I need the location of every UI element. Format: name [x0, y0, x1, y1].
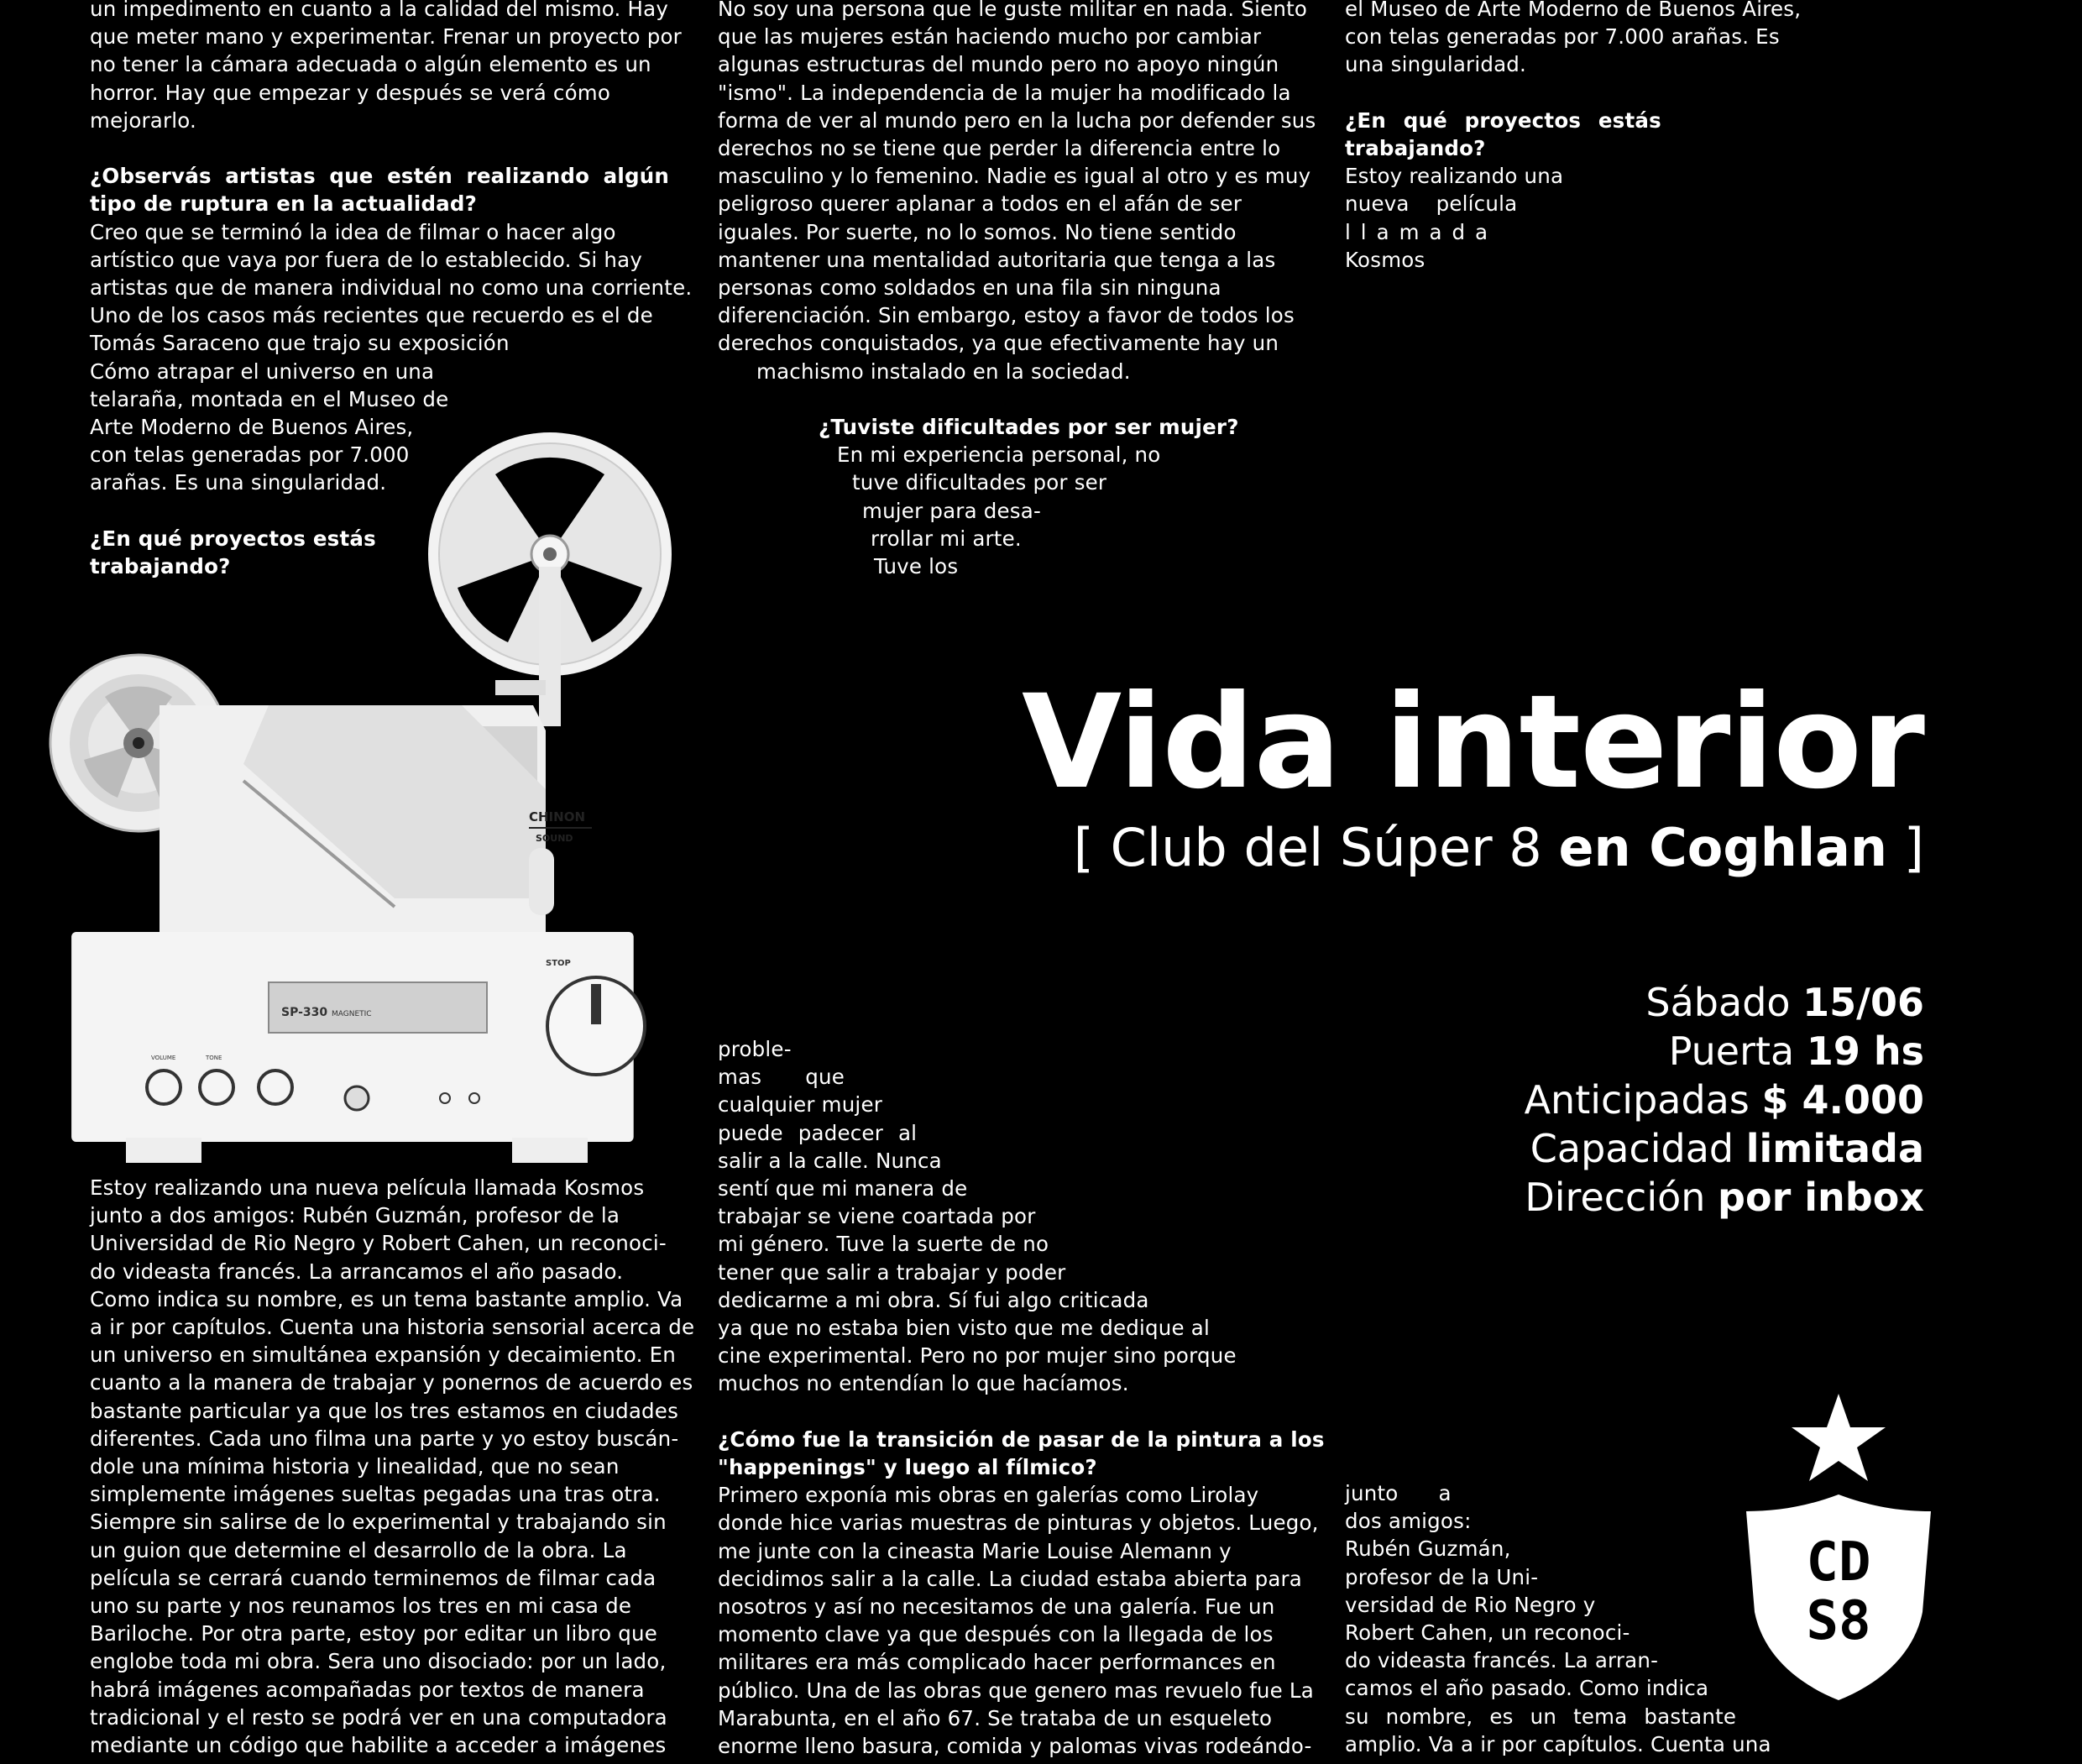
event-info-row [1525, 1027, 1924, 1076]
text-line: trabajando? [90, 554, 231, 579]
text-line: Tomás Saraceno que trajo su exposición [90, 331, 510, 356]
text-line: profesor de la Uni- [1345, 1564, 1539, 1589]
event-info-row [1525, 978, 1924, 1027]
text-line: que las mujeres están haciendo mucho por cambiar [718, 24, 1262, 50]
text-line: telaraña, montada en el Museo de [90, 386, 449, 411]
interview-question: ¿Tuviste dificultades por ser mujer? [819, 415, 1239, 440]
text-line: tradicional y el resto se podrá ver en una computadora [90, 1704, 667, 1730]
text-line: rrollar mi arte. [871, 526, 1022, 551]
text-line: En mi experiencia personal, no [837, 442, 1161, 468]
subtitle-regular: Club del Súper 8 [1110, 817, 1542, 878]
text-line: do videasta francés. La arran- [1345, 1648, 1659, 1673]
text-line: cualquier mujer [718, 1092, 882, 1118]
shaped-paragraph [1345, 1479, 1781, 1758]
article-column-3-top [1345, 0, 1924, 274]
text-line: película se cerrará cuando terminemos de filmar cada [90, 1565, 657, 1590]
text-line: simplemente imágenes sueltas pegadas una tras otra. [90, 1482, 661, 1507]
text-line: Cómo atrapar el universo en una [90, 359, 435, 384]
page-title: Vida interior [1021, 667, 1924, 818]
text-line: Estoy realizando una [1345, 164, 1564, 189]
text-line: No soy una persona que le guste militar en nada. Siento [718, 0, 1308, 21]
info-value: 19 hs [1806, 1029, 1924, 1074]
info-value: por inbox [1718, 1175, 1924, 1220]
star-icon [1792, 1394, 1886, 1481]
text-line: "ismo". La independencia de la mujer ha modificado la [718, 80, 1291, 105]
text-line: el Museo de Arte Moderno de Buenos Aires, [1345, 0, 1802, 21]
info-value: limitada [1745, 1126, 1924, 1171]
text-line: a ir por capítulos. Cuenta una historia sensorial acerca de [90, 1315, 695, 1340]
event-title-block [1021, 667, 1924, 882]
text-line: artistas que de manera individual no como una corriente. [90, 275, 693, 301]
article-column-3-bottom [1345, 1479, 1781, 1758]
text-line: forma de ver al mundo pero en la lucha por defender sus [718, 107, 1316, 133]
info-value: $ 4.000 [1761, 1077, 1924, 1123]
text-line: un universo en simultánea expansión y decaimiento. En [90, 1343, 677, 1368]
text-line: sentí que mi manera de [718, 1176, 968, 1201]
text-line: dole una mínima historia y linealidad, que no sean [90, 1454, 620, 1479]
text-line: iguales. Por suerte, no lo somos. No tiene sentido [718, 219, 1237, 244]
event-info-row [1525, 1124, 1924, 1173]
text-line: junto a [1345, 1481, 1452, 1505]
text-line: tuve dificultades por ser [852, 470, 1107, 495]
close-bracket: ] [1903, 817, 1924, 878]
text-line: Creo que se terminó la idea de filmar o hacer algo [90, 219, 616, 244]
info-label: Capacidad [1530, 1126, 1734, 1171]
article-column-2-top [718, 0, 1316, 580]
text-line: dedicarme a mi obra. Sí fui algo criticada [718, 1287, 1149, 1312]
text-line: nueva película [1345, 191, 1518, 217]
text-line: trabajando? [1345, 136, 1486, 160]
model-suffix-label: MAGNETIC [332, 1010, 372, 1018]
interview-question [1345, 107, 1924, 162]
text-line: momento clave ya que después con la llegada de los [718, 1622, 1274, 1647]
event-subtitle [1022, 814, 1924, 882]
event-info [1525, 978, 1924, 1222]
text-line: arañas. Es una singularidad. [90, 470, 387, 495]
super8-projector-illustration [42, 428, 680, 1167]
text-line: nosotros y así no necesitamos de una galería. Fue un [718, 1594, 1275, 1620]
text-line: Como indica su nombre, es un tema bastante amplio. Va [90, 1286, 683, 1311]
text-line: donde hice varias muestras de pinturas y objetos. Luego, [718, 1510, 1319, 1536]
event-info-row [1525, 1173, 1924, 1222]
stop-label: STOP [546, 959, 571, 968]
text-line: Robert Cahen, un reconoci- [1345, 1620, 1630, 1646]
text-line: público. Una de las obras que genero mas revuelo fue La [718, 1678, 1314, 1703]
text-line: Marabunta, en el año 67. Se trataba de un esqueleto [718, 1705, 1273, 1730]
text-line: ¿En qué proyectos estás [90, 526, 376, 551]
text-line: peligroso querer aplanar a todos en el afán de ser [718, 191, 1242, 217]
paragraph [90, 1174, 695, 1759]
text-line: derechos conquistados, ya que efectivamente hay un [718, 331, 1279, 356]
text-line: con telas generadas por 7.000 arañas. Es [1345, 24, 1780, 50]
text-line: dos amigos: [1345, 1509, 1472, 1534]
text-line: me junte con la cineasta Marie Louise Alemann y [718, 1538, 1232, 1563]
text-line: puede padecer al [718, 1120, 918, 1145]
text-line: decidimos salir a la calle. La ciudad estaba abierta para [718, 1566, 1303, 1591]
info-label: Dirección [1525, 1175, 1706, 1220]
text-line: artístico que vaya por fuera de lo establecido. Si hay [90, 247, 643, 272]
text-line: que meter mano y experimentar. Frenar un proyecto por [90, 24, 682, 50]
shaped-paragraph [718, 413, 1297, 580]
brand-line-2: SOUND [536, 833, 573, 844]
text-line: junto a dos amigos: Rubén Guzmán, profesor de la [90, 1203, 620, 1228]
text-line: habrá imágenes acompañadas por textos de manera [90, 1677, 645, 1702]
text-line: Siempre sin salirse de lo experimental y trabajando sin [90, 1510, 667, 1535]
text-line: mujer para desa- [862, 498, 1042, 523]
event-info-row [1525, 1076, 1924, 1124]
shaped-paragraph [718, 1035, 1297, 1398]
text-line: Arte Moderno de Buenos Aires, [90, 415, 414, 440]
paragraph [718, 1481, 1319, 1760]
text-line: tener que salir a trabajar y poder [718, 1259, 1066, 1285]
paragraph [1345, 162, 1924, 274]
text-line: derechos no se tiene que perder la diferencia entre lo [718, 136, 1281, 161]
logo-letters-bottom: S8 [1806, 1590, 1871, 1652]
text-line: Tuve los [874, 554, 959, 579]
text-line: ¿Cómo fue la transición de pasar de la pintura a los [718, 1426, 1325, 1452]
text-line: diferenciación. Sin embargo, estoy a favor de todos los [718, 303, 1295, 328]
text-line: do videasta francés. La arrancamos el año pasado. [90, 1259, 624, 1284]
text-line: salir a la calle. Nunca [718, 1148, 942, 1173]
text-line: algunas estructuras del mundo pero no apoyo ningún [718, 52, 1279, 77]
article-column-1-bottom [90, 1174, 695, 1759]
tone-label: TONE [206, 1055, 222, 1061]
text-line: mas que [718, 1065, 845, 1090]
text-line: una singularidad. [1345, 52, 1527, 77]
paragraph [1345, 0, 1924, 79]
interview-question: ¿Observás artistas que estén realizando algún tipo de ruptura en la actualidad? [90, 164, 669, 217]
paragraph [718, 0, 1316, 385]
text-line: Kosmos [1345, 247, 1425, 272]
text-line: ya que no estaba bien visto que me dedique al [718, 1316, 1210, 1341]
open-bracket: [ [1073, 817, 1094, 878]
text-line: llamada [1345, 219, 1499, 244]
text-line: no tener la cámara adecuada o algún elemento es un [90, 52, 651, 77]
text-line: Primero exponía mis obras en galerías como Lirolay [718, 1483, 1259, 1508]
text-line: trabajar se viene coartada por [718, 1204, 1036, 1229]
text-line: mantener una mentalidad autoritaria que tenga a las [718, 247, 1276, 272]
interview-question [718, 1426, 1325, 1481]
text-line: proble- [718, 1037, 792, 1061]
text-line: mediante un código que habilite a acceder a imágenes [90, 1733, 667, 1758]
star-shield-logo-icon [1746, 1394, 1931, 1704]
paragraph [90, 0, 682, 134]
text-line: mejorarlo. [90, 107, 197, 133]
text-line: enorme lleno basura, comida y palomas vivas rodeándo- [718, 1734, 1312, 1759]
text-line: un guion que determine el desarrollo de la obra. La [90, 1537, 627, 1562]
text-line: Universidad de Rio Negro y Robert Cahen, un reconoci- [90, 1231, 667, 1256]
volume-label: VOLUME [151, 1055, 176, 1061]
text-line: amplio. Va a ir por capítulos. Cuenta una [1345, 1731, 1771, 1756]
info-label: Sábado [1645, 980, 1791, 1025]
text-line: versidad de Rio Negro y [1345, 1592, 1596, 1617]
text-line: con telas generadas por 7.000 [90, 442, 410, 468]
text-line: machismo instalado en la sociedad. [756, 359, 1131, 384]
text-line: englobe toda mi obra. Sera uno disociado: por un lado, [90, 1649, 667, 1674]
text-line: Estoy realizando una nueva película llamada Kosmos [90, 1175, 645, 1200]
text-line: diferentes. Cada uno filma una parte y yo estoy buscán- [90, 1426, 679, 1451]
text-line: muchos no entendían lo que hacíamos. [718, 1371, 1129, 1396]
info-label: Anticipadas [1524, 1077, 1750, 1123]
text-line: Rubén Guzmán, [1345, 1536, 1511, 1562]
logo-letters-top: CD [1806, 1531, 1871, 1594]
text-line: militares era más complicado hacer performances en [718, 1650, 1276, 1675]
model-label: SP-330 [281, 1006, 328, 1019]
info-value: 15/06 [1802, 980, 1924, 1025]
text-line: cuanto a la manera de trabajar y ponernos de acuerdo es [90, 1370, 693, 1395]
subtitle-bold: en Coghlan [1558, 817, 1888, 878]
text-line: su nombre, es un tema bastante [1345, 1704, 1737, 1729]
info-label: Puerta [1668, 1029, 1795, 1074]
brand-line-1: CHINON [529, 809, 586, 824]
text-line: Bariloche. Por otra parte, estoy por editar un libro que [90, 1621, 657, 1646]
text-line: uno su parte y nos reunamos los tres en mi casa de [90, 1594, 632, 1619]
text-line: masculino y lo femenino. Nadie es igual al otro y es muy [718, 164, 1311, 189]
article-column-2-bottom [718, 1035, 1325, 1760]
text-line: personas como soldados en una fila sin ninguna [718, 275, 1221, 301]
text-line: camos el año pasado. Como indica [1345, 1676, 1709, 1701]
text-line: Uno de los casos más recientes que recuerdo es el de [90, 303, 653, 328]
text-line: "happenings" y luego al fílmico? [718, 1455, 1097, 1480]
text-line: un impedimento en cuanto a la calidad del mismo. Hay [90, 0, 669, 21]
text-line: horror. Hay que empezar y después se verá cómo [90, 80, 611, 105]
text-line: ¿En qué proyectos estás [1345, 107, 1661, 133]
text-line: bastante particular ya que los tres estamos en ciudades [90, 1398, 679, 1423]
text-line: mi género. Tuve la suerte de no [718, 1232, 1049, 1257]
text-line: cine experimental. Pero no por mujer sino porque [718, 1343, 1237, 1369]
